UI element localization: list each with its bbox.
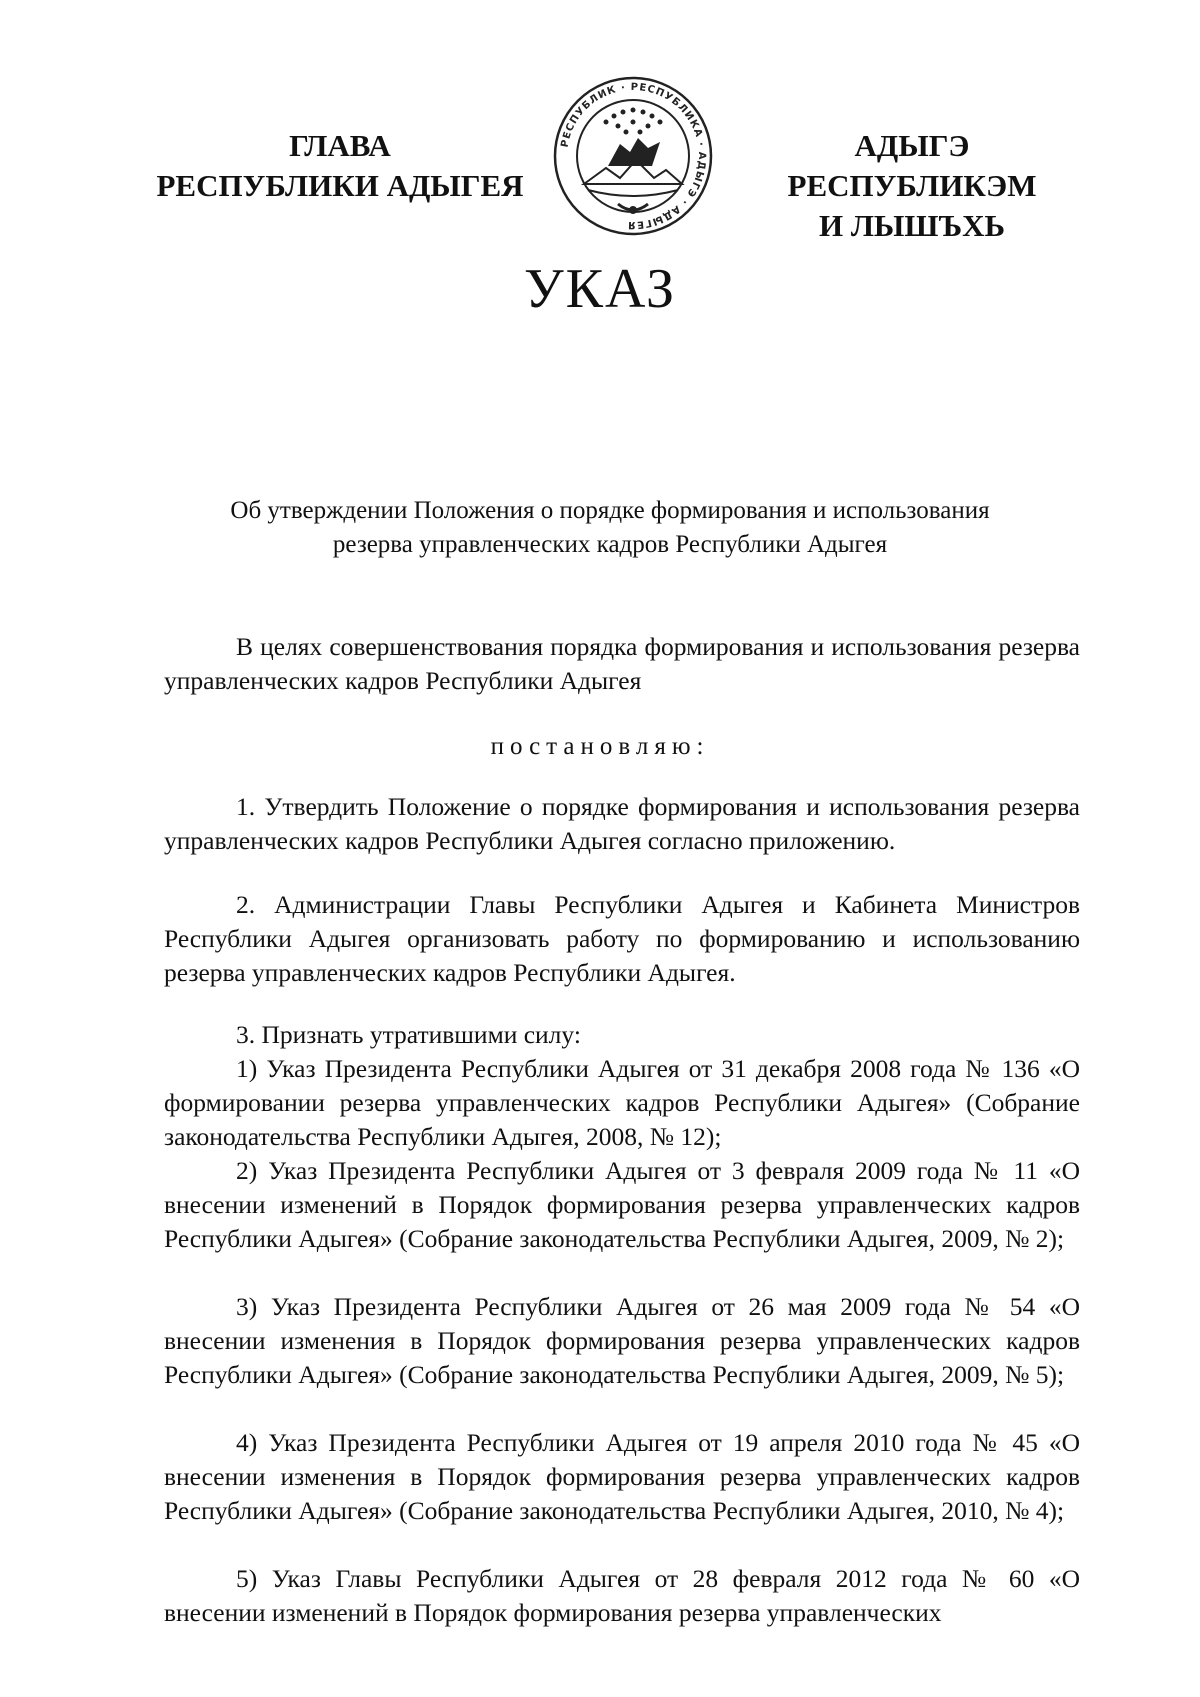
subject-line2: резерва управленческих кадров Республики Адыгея <box>332 531 888 558</box>
subitem-1-paragraph: 1) Указ Президента Республики Адыгея от 31 декабря 2008 года № 136 «О формировании резерва управленческих кадров Республики Адыгея» (Собрание законодательства Республики Адыгея, 2008, № 12); <box>164 1054 1080 1151</box>
subitem-3-paragraph: 3) Указ Президента Республики Адыгея от 26 мая 2009 года № 54 «О внесении изменения в Порядок формирования резерва управленческих кадров Республики Адыгея» (Собрание законодательства Республики Адыгея, 2009, № 5); <box>164 1292 1080 1389</box>
document-subject <box>150 494 1070 562</box>
header-left-line2: РЕСПУБЛИКИ АДЫГЕЯ <box>156 168 524 203</box>
decree-word: постановляю: <box>490 733 710 760</box>
item-3-paragraph: 3. Признать утратившими силу: <box>236 1020 581 1049</box>
header-right-line1: АДЫГЭ РЕСПУБЛИКЭМ <box>787 128 1037 203</box>
header-right <box>732 126 1092 246</box>
subitem-2-paragraph: 2) Указ Президента Республики Адыгея от 3 февраля 2009 года № 11 «О внесении изменений в Порядок формирования резерва управленческих кадров Республики Адыгея» (Собрание законодательства Республики Адыгея, 2009, № 2); <box>164 1156 1080 1253</box>
preamble-paragraph: В целях совершенствования порядка формирования и использования резерва управленческих кадров Республики Адыгея <box>164 632 1080 695</box>
header-left <box>150 126 530 206</box>
subitem-4-paragraph: 4) Указ Президента Республики Адыгея от 19 апреля 2010 года № 45 «О внесении изменения в Порядок формирования резерва управленческих кадров Республики Адыгея» (Собрание законодательства Республики Адыгея, 2010, № 4); <box>164 1428 1080 1525</box>
header-left-line1: ГЛАВА <box>289 128 391 163</box>
coat-of-arms-emblem <box>548 74 718 238</box>
emblem-ring-text: РЕСПУБЛИК · РЕСПУБЛИКА · АДЫГЭ · АДЫГЕЯ <box>559 81 708 231</box>
header-right-line2: И ЛЫШЪХЬ <box>818 208 1006 243</box>
document-title: УКАЗ <box>523 258 677 320</box>
emblem-icon <box>548 74 718 238</box>
item-2-paragraph: 2. Администрации Главы Республики Адыгея и Кабинета Министров Республики Адыгея организовать работу по формированию и использованию резерва управленческих кадров Республики Адыгея. <box>164 890 1080 987</box>
subitem-5-paragraph: 5) Указ Главы Республики Адыгея от 28 февраля 2012 года № 60 «О внесении изменений в Порядок формирования резерва управленческих <box>164 1564 1080 1627</box>
subject-line1: Об утверждении Положения о порядке формирования и использования <box>230 497 990 524</box>
item-1-paragraph: 1. Утвердить Положение о порядке формирования и использования резерва управленческих кадров Республики Адыгея согласно приложению. <box>164 792 1080 855</box>
